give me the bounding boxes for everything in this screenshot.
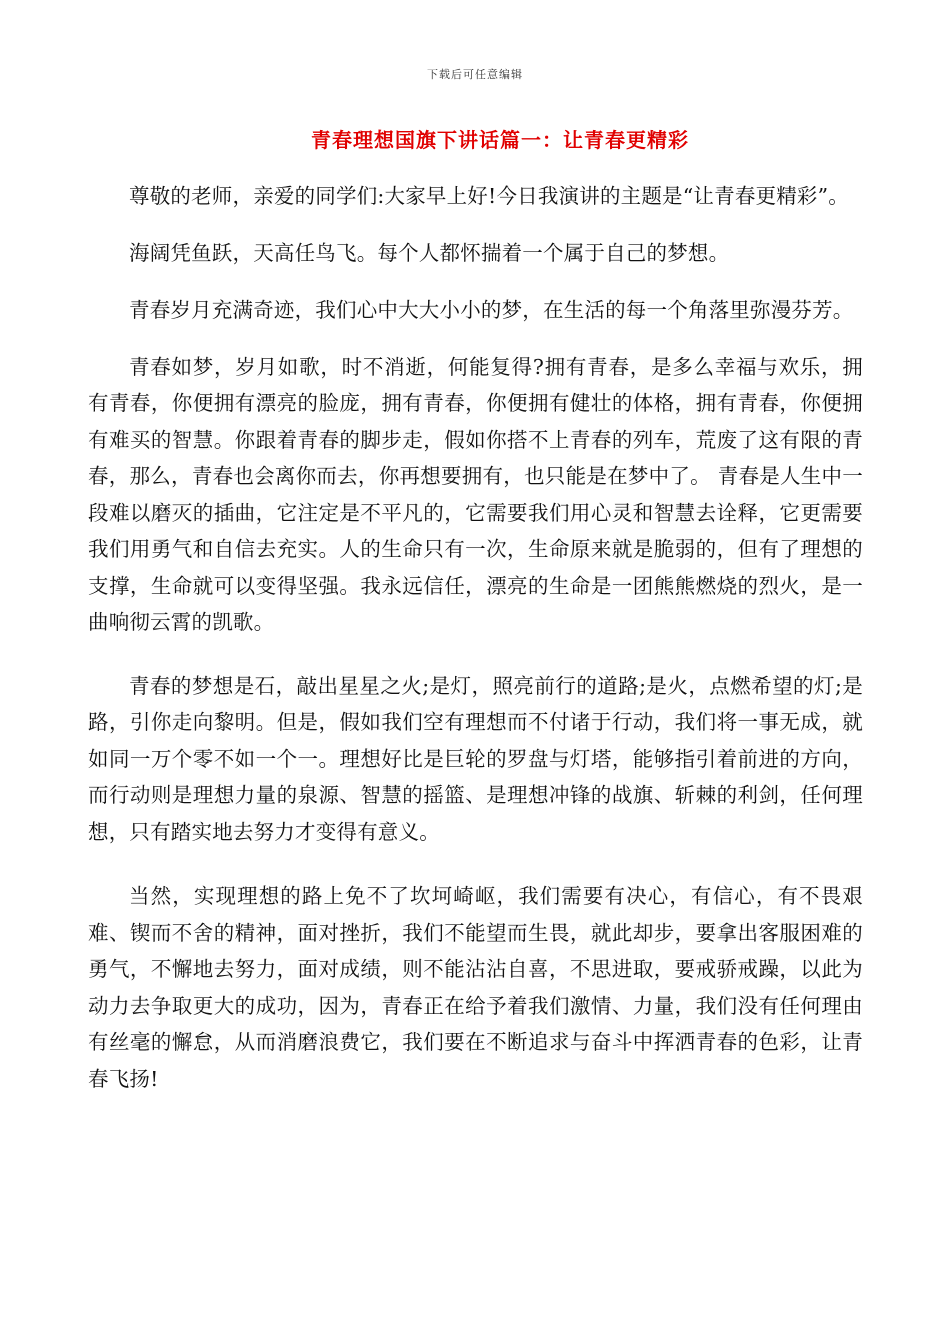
paragraph-greeting: 尊敬的老师，亲爱的同学们:大家早上好!今日我演讲的主题是“让青春更精彩”。 bbox=[129, 184, 850, 208]
document-body bbox=[88, 178, 863, 1117]
paragraph-dream: 海阔凭鱼跃，天高任鸟飞。每个人都怀揣着一个属于自己的梦想。 bbox=[129, 240, 730, 265]
header-note: 下载后可任意编辑 bbox=[427, 68, 523, 81]
paragraph-ideal: 青春的梦想是石，敲出星星之火;是灯，照亮前行的道路;是火，点燃希望的灯;是路，引你走向黎明。但是，假如我们空有理想而不付诸于行动，我们将一事无成，就如同一万个零不如一个一。理想好比是巨轮的罗盘与灯塔，能够指引着前进的方向，而行动则是理想力量的泉源、智慧的摇篮、是理想冲锋的战旗、斩棘的利剑，任何理想，只有踏实地去努力才变得有意义。 bbox=[88, 673, 863, 844]
paragraph-youth: 青春如梦，岁月如歌，时不消逝，何能复得?拥有青春，是多么幸福与欢乐，拥有青春，你便拥有漂亮的脸庞，拥有青春，你便拥有健壮的体格，拥有青春，你便拥有难买的智慧。你跟着青春的脚步走，假如你搭不上青春的列车，荒废了这有限的青春，那么，青春也会离你而去，你再想要拥有，也只能是在梦中了。 青春是人生中一段难以磨灭的插曲，它注定是不平凡的，它需要我们用心灵和智慧去诠释，它更需要我们用勇气和自信去充实。人的生命只有一次，生命原来就是脆弱的，但有了理想的支撑，生命就可以变得坚强。我永远信任，漂亮的生命是一团熊熊燃烧的烈火，是一曲响彻云霄的凯歌。 bbox=[88, 354, 863, 634]
paragraph-miracle: 青春岁月充满奇迹，我们心中大大小小的梦，在生活的每一个角落里弥漫芬芳。 bbox=[129, 298, 854, 322]
document-title: 青春理想国旗下讲话篇一：让青春更精彩 bbox=[311, 128, 689, 152]
paragraph-conclusion: 当然，实现理想的路上免不了坎坷崎岖，我们需要有决心，有信心，有不畏艰难、锲而不舍的精神，面对挫折，我们不能望而生畏，就此却步，要拿出客服困难的勇气，不懈地去努力，面对成绩，则不能沾沾自喜，不思进取，要戒骄戒躁，以此为动力去争取更大的成功，因为，青春正在给予着我们激情、力量，我们没有任何理由有丝毫的懈怠，从而消磨浪费它，我们要在不断追求与奋斗中挥洒青春的色彩，让青春飞扬! bbox=[88, 884, 863, 1091]
